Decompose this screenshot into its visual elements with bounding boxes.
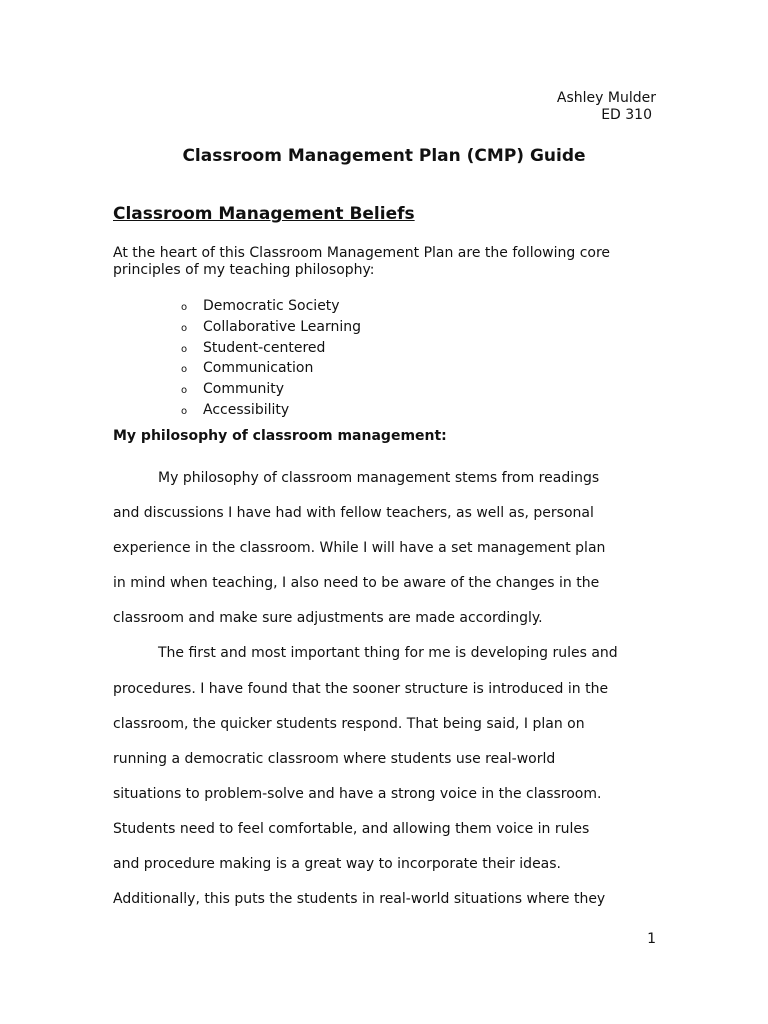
list-item [181, 359, 361, 380]
list-item-text: Community [203, 381, 285, 398]
bullet-marker: o [181, 405, 188, 417]
list-item-text: Accessibility [203, 401, 290, 418]
course-code: ED 310 [601, 107, 652, 123]
body-line: situations to problem-solve and have a strong voice in the classroom. [113, 785, 602, 802]
body-line: Additionally, this puts the students in real-world situations where they [113, 891, 606, 908]
author-block [557, 90, 656, 124]
bullet-marker: o [181, 302, 188, 313]
bullet-marker: o [181, 364, 188, 376]
list-item-text: Collaborative Learning [203, 318, 361, 335]
body-line: The first and most important thing for me is developing rules and [158, 645, 618, 662]
intro-line: principles of my teaching philosophy: [113, 262, 375, 278]
body-line: and discussions I have had with fellow teachers, as well as, personal [113, 505, 594, 522]
body-line: My philosophy of classroom management stems from readings [158, 470, 600, 486]
list-item-text: Democratic Society [203, 298, 340, 314]
philosophy-body [113, 461, 658, 917]
body-line: and procedure making is a great way to incorporate their ideas. [113, 856, 561, 873]
body-line: classroom and make sure adjustments are made accordingly. [113, 610, 543, 627]
bullet-marker: o [181, 343, 188, 355]
list-item-text: Student-centered [203, 339, 326, 356]
author-name: Ashley Mulder [556, 90, 656, 106]
bullet-marker: o [181, 385, 188, 397]
principles-list [181, 297, 361, 422]
body-line: in mind when teaching, I also need to be aware of the changes in the [113, 575, 600, 592]
list-item [181, 297, 361, 318]
body-line: procedures. I have found that the sooner structure is introduced in the [113, 680, 609, 697]
section-heading: Classroom Management Beliefs [113, 204, 415, 224]
intro-paragraph [113, 245, 658, 279]
body-line: running a democratic classroom where students use real-world [113, 750, 556, 767]
page-number: 1 [647, 931, 656, 947]
list-item [181, 401, 361, 422]
list-item [181, 380, 361, 401]
document-title: Classroom Management Plan (CMP) Guide [182, 146, 586, 166]
intro-line: At the heart of this Classroom Management Plan are the following core [113, 245, 611, 261]
list-item [181, 339, 361, 360]
list-item-text: Communication [203, 360, 314, 377]
body-line: experience in the classroom. While I will have a set management plan [113, 540, 606, 557]
bullet-marker: o [181, 322, 188, 334]
body-line: Students need to feel comfortable, and allowing them voice in rules [113, 820, 590, 837]
list-item [181, 318, 361, 339]
philosophy-heading: My philosophy of classroom management: [113, 428, 447, 444]
body-line: classroom, the quicker students respond. That being said, I plan on [113, 715, 585, 732]
